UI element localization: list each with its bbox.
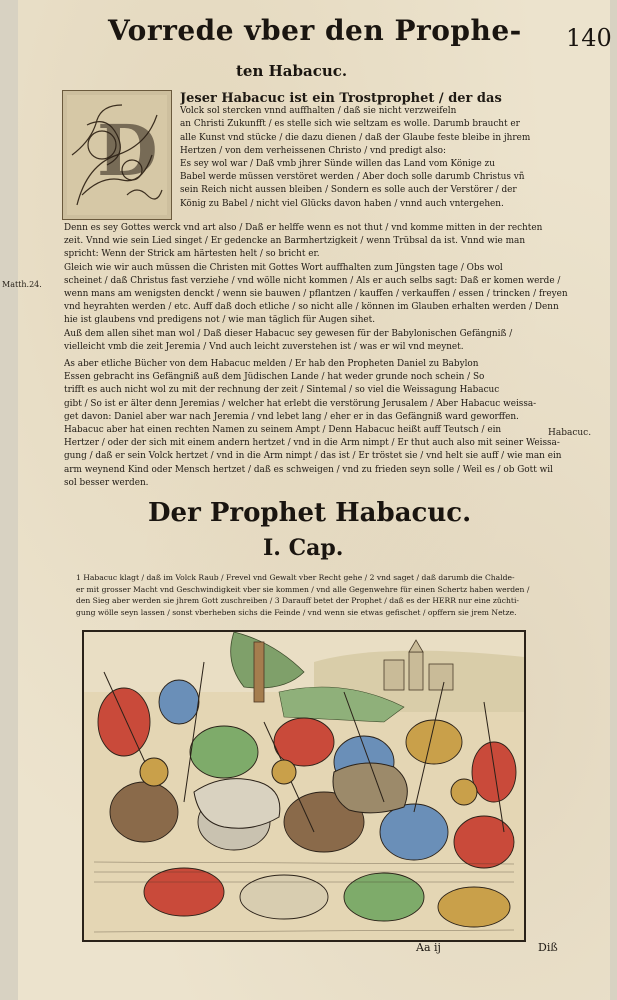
- text-line: sol besser werden.: [64, 477, 149, 488]
- text-line: wenn mans am wenigsten denckt / wenn sie bauwen / pflantzen / kauffen / verkauffen / essen / trincken / freyen: [64, 288, 568, 299]
- intro-text-full: [64, 222, 568, 354]
- text-line: Es sey wol war / Daß vmb jhrer Sünde willen das Land vom Könige zu: [180, 158, 495, 169]
- summary-line: 1 Habacuc klagt / daß im Volck Raub / Frevel vnd Gewalt vber Recht gehe / 2 vnd saget / daß darumb die Chalde-: [76, 573, 515, 582]
- page-sheet: [2, 0, 612, 1000]
- summary-line: den Sieg aber werden sie jhrem Gott zuschreiben / 3 Darauff betet der Prophet / daß es der HERR nur eine züchti-: [76, 596, 519, 605]
- text-line: Gleich wie wir auch müssen die Christen mit Gottes Wort auffhalten zum Jüngsten tage / Obs wol: [64, 262, 503, 273]
- svg-text:D: D: [97, 109, 158, 192]
- text-line: Hertzer / oder der sich mit einem andern hertzet / vnd in die Arm nimpt / Er thut auch also mit seiner Weissa-: [64, 438, 560, 449]
- decorated-initial-d: [62, 90, 172, 220]
- page-heading-continuation: ten Habacuc.: [236, 62, 348, 80]
- page-heading: Vorrede vber den Prophe-: [108, 14, 522, 47]
- text-line: Denn es sey Gottes werck vnd art also / Daß er helffe wenn es not thut / vnd komme mitten in der rechten: [64, 223, 543, 233]
- text-line: Essen gebracht ins Gefängniß auß dem Jüdischen Lande / hat weder grunde noch schein / So: [64, 372, 485, 383]
- battle-scene-image: [84, 632, 524, 940]
- text-line: get davon: Daniel aber war nach Jeremia / vnd lebet lang / eher er in das Gefängniß ward geworffen.: [64, 411, 519, 422]
- catchword: Diß: [538, 941, 558, 954]
- text-line: zeit. Vnnd wie sein Lied singet / Er gedencke an Barmhertzigkeit / wenn Trübsal da ist. Vnnd wie man: [64, 236, 526, 247]
- text-line: gibt / So ist er älter denn Jeremias / welcher hat erlebt die verstörung Jerusalem / Aber Habacuc weissa-: [64, 398, 537, 409]
- page-number: 140: [566, 24, 612, 52]
- signature-mark: Aa ij: [416, 941, 441, 954]
- intro-text-beside-initial: [180, 92, 530, 211]
- text-line: trifft es auch nicht wol zu mit der rechnung der zeit / Sintemal / so viel die Weissagung Habacuc: [64, 385, 500, 396]
- text-line: Babel werde müssen verstöret werden / Aber doch solle darumb Christus vñ: [180, 172, 525, 183]
- text-line: Auß dem allen sihet man wol / Daß dieser Habacuc sey gewesen für der Babylonischen Gefängniß /: [64, 328, 513, 339]
- chapter-summary: [76, 572, 530, 618]
- section-title: Der Prophet Habacuc.: [148, 498, 472, 528]
- battle-woodcut-illustration: [82, 630, 526, 942]
- text-line: arm weynend Kind oder Mensch hertzet / daß es schweigen / vnd zu frieden seyn solle / Weil es / ob Gott wil: [64, 464, 553, 475]
- text-line: vnd heyrahten werden / etc. Auff daß doch etliche / so nicht alle / können im Glauben erhalten werden / Denn: [64, 302, 559, 313]
- text-line: vielleicht vmb die zeit Jeremia / Vnd auch leicht zuverstehen ist / was er wil vnd meynet.: [64, 341, 464, 352]
- text-line: Jeser Habacuc ist ein Trostprophet / der das: [180, 92, 502, 106]
- text-line: scheinet / daß Christus fast verziehe / vnd wölle nicht kommen / Als er auch selbs sagt: Daß er komen werde /: [64, 275, 561, 286]
- text-line: König zu Babel / nicht viel Glücks davon haben / vnnd auch vntergehen.: [180, 198, 504, 209]
- summary-line: er mit grosser Macht vnd Geschwindigkeit vber sie kommen / vnd alle Gegenwehre für einen Schertz haben werden /: [76, 584, 530, 594]
- text-line: Habacuc aber hat einen rechten Namen zu seinem Ampt / Denn Habacuc heißt auff Teutsch / ein: [64, 424, 502, 435]
- text-line: gung / daß er sein Volck hertzet / vnd in die Arm nimpt / das ist / Er tröstet sie / vnd helt sie auff / wie man ein: [64, 451, 562, 462]
- text-line: Volck sol stercken vnnd auffhalten / daß sie nicht verzweifeln: [180, 106, 457, 117]
- text-line: alle Kunst vnd stücke / die dazu dienen / daß der Glaube feste bleibe in jhrem: [180, 132, 531, 143]
- margin-note-left: Matth.24.: [2, 280, 42, 289]
- text-line: As aber etliche Bücher von dem Habacuc melden / Er hab den Propheten Daniel zu Babylon: [64, 359, 479, 369]
- text-line: sein Reich nicht aussen bleiben / Sondern es solle auch der Verstörer / der: [180, 185, 517, 196]
- text-line: hie ist glaubens vnd predigens not / wie man täglich für Augen sihet.: [64, 315, 376, 326]
- ornament-initial-icon: [67, 95, 167, 215]
- chapter-heading: I. Cap.: [263, 535, 344, 561]
- text-line: an Christi Zukunfft / es stelle sich wie seltzam es wolle. Darumb braucht er: [180, 119, 520, 130]
- intro-text-para2: [64, 358, 562, 490]
- text-line: spricht: Wenn der Strick am härtesten helt / so bricht er.: [64, 249, 320, 260]
- text-line: Hertzen / von dem verheissenen Christo / vnd predigt also:: [180, 145, 447, 156]
- margin-note-right: Habacuc.: [548, 428, 592, 438]
- summary-line: gung wölle seyn lassen / sonst vberheben sichs die Feinde / vnd wenn sie etwas gefischet / opffern sie jrem Netze.: [76, 607, 517, 617]
